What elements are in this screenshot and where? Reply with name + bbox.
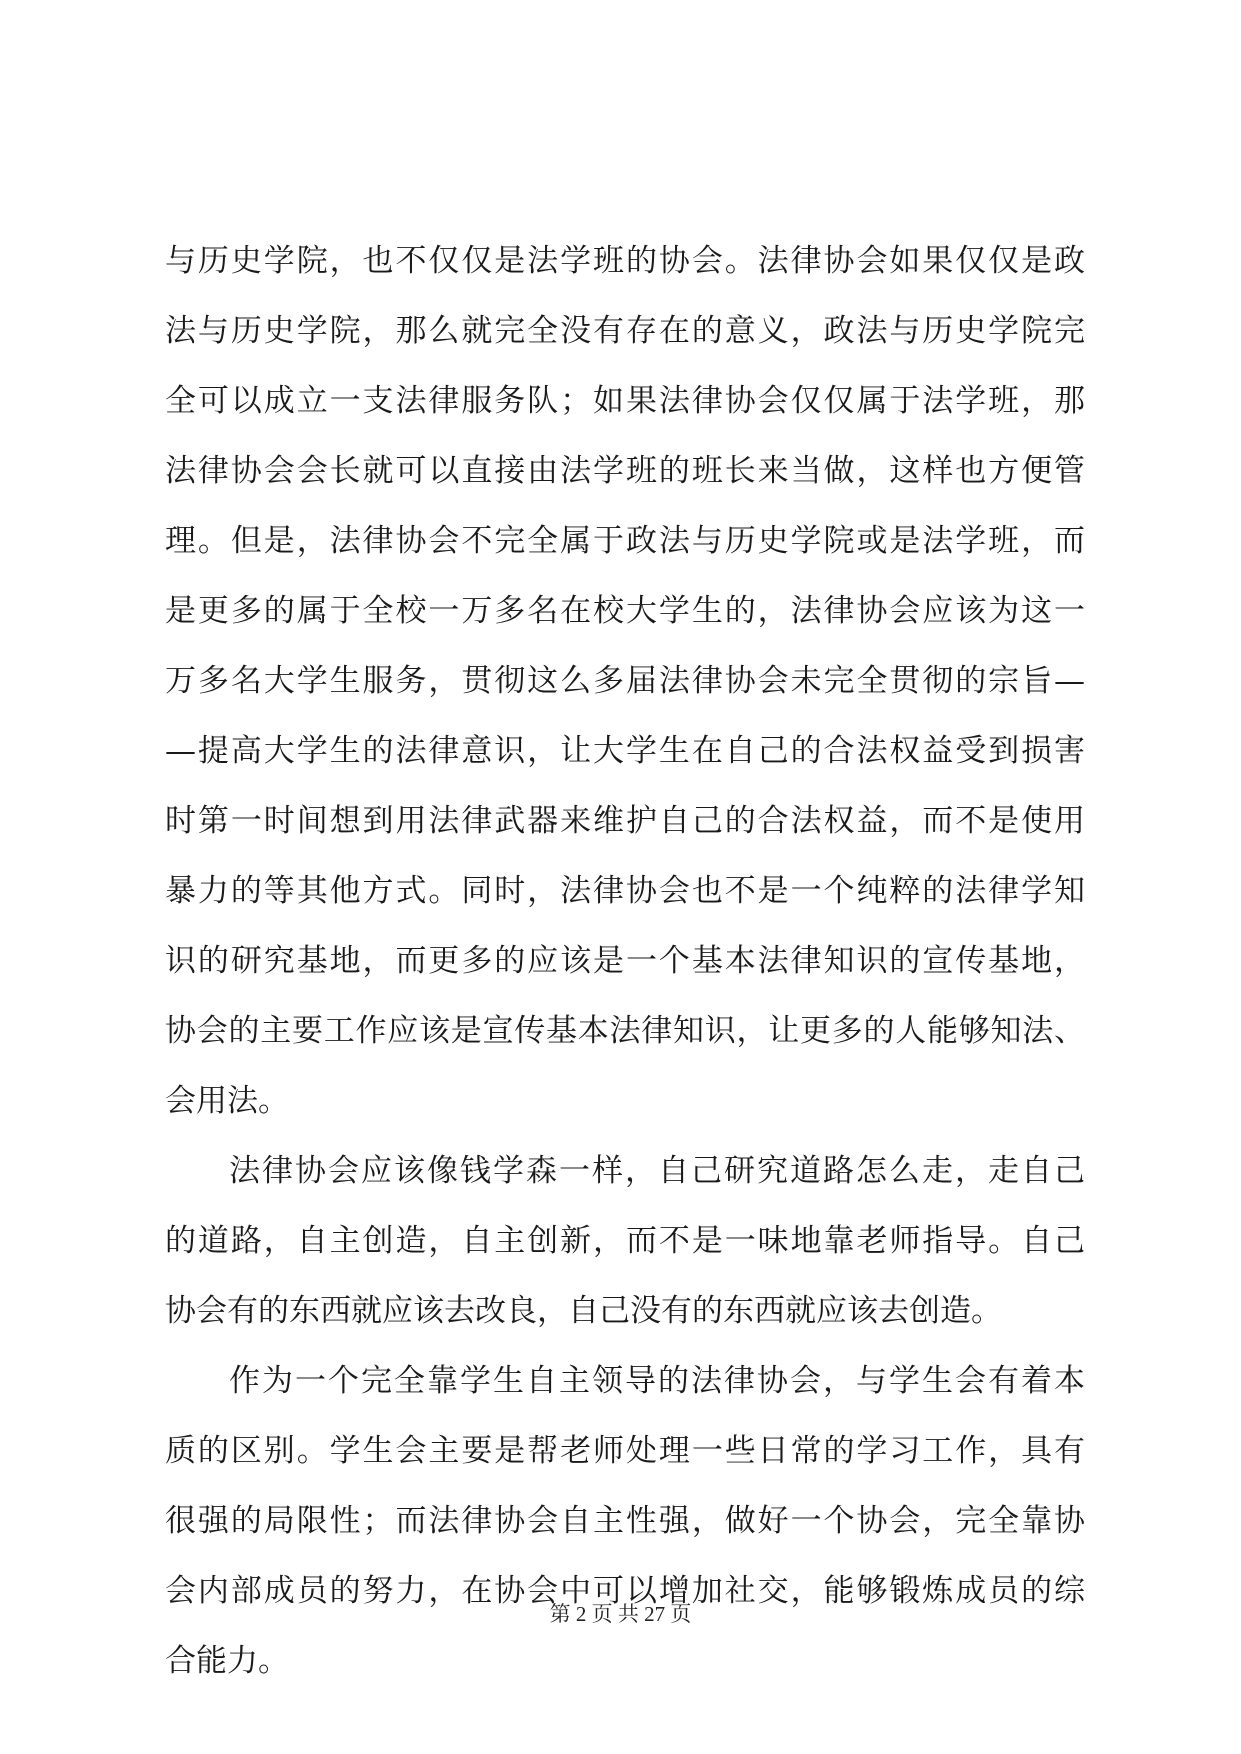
text-line: 会内部成员的努力，在协会中可以增加社交，能够锻炼成员的综	[165, 1573, 1085, 1609]
text-line: 识的研究基地，而更多的应该是一个基本法律知识的宣传基地，	[165, 943, 1085, 979]
text-line: 法律协会会长就可以直接由法学班的班长来当做，这样也方便管	[165, 453, 1085, 489]
text-line: 与历史学院，也不仅仅是法学班的协会。法律协会如果仅仅是政	[165, 243, 1085, 279]
text-line: 是更多的属于全校一万多名在校大学生的，法律协会应该为这一	[165, 593, 1085, 629]
text-line: 很强的局限性；而法律协会自主性强，做好一个协会，完全靠协	[165, 1503, 1085, 1539]
text-line: 合能力。	[165, 1643, 289, 1679]
text-line: 全可以成立一支法律服务队；如果法律协会仅仅属于法学班，那	[165, 383, 1085, 419]
text-line: 暴力的等其他方式。同时，法律协会也不是一个纯粹的法律学知	[165, 873, 1085, 909]
text-line: 作为一个完全靠学生自主领导的法律协会，与学生会有着本	[229, 1363, 1085, 1399]
text-line: 协会的主要工作应该是宣传基本法律知识，让更多的人能够知法、	[165, 1013, 1085, 1049]
text-line: 时第一时间想到用法律武器来维护自己的合法权益，而不是使用	[165, 803, 1085, 839]
text-line: —提高大学生的法律意识，让大学生在自己的合法权益受到损害	[165, 733, 1085, 769]
text-line: 协会有的东西就应该去改良，自己没有的东西就应该去创造。	[165, 1293, 1002, 1329]
document-body	[165, 226, 1085, 1696]
text-line: 法律协会应该像钱学森一样，自己研究道路怎么走，走自己	[229, 1153, 1085, 1189]
text-line: 的道路，自主创造，自主创新，而不是一味地靠老师指导。自己	[165, 1223, 1085, 1259]
page-number-footer: 第 2 页 共 27 页	[549, 1602, 692, 1626]
text-line: 法与历史学院，那么就完全没有存在的意义，政法与历史学院完	[165, 313, 1085, 349]
text-line: 会用法。	[165, 1083, 289, 1119]
text-line: 理。但是，法律协会不完全属于政法与历史学院或是法学班，而	[165, 523, 1085, 559]
text-line: 万多名大学生服务，贯彻这么多届法律协会未完全贯彻的宗旨—	[165, 663, 1085, 699]
text-line: 质的区别。学生会主要是帮老师处理一些日常的学习工作，具有	[165, 1433, 1085, 1469]
